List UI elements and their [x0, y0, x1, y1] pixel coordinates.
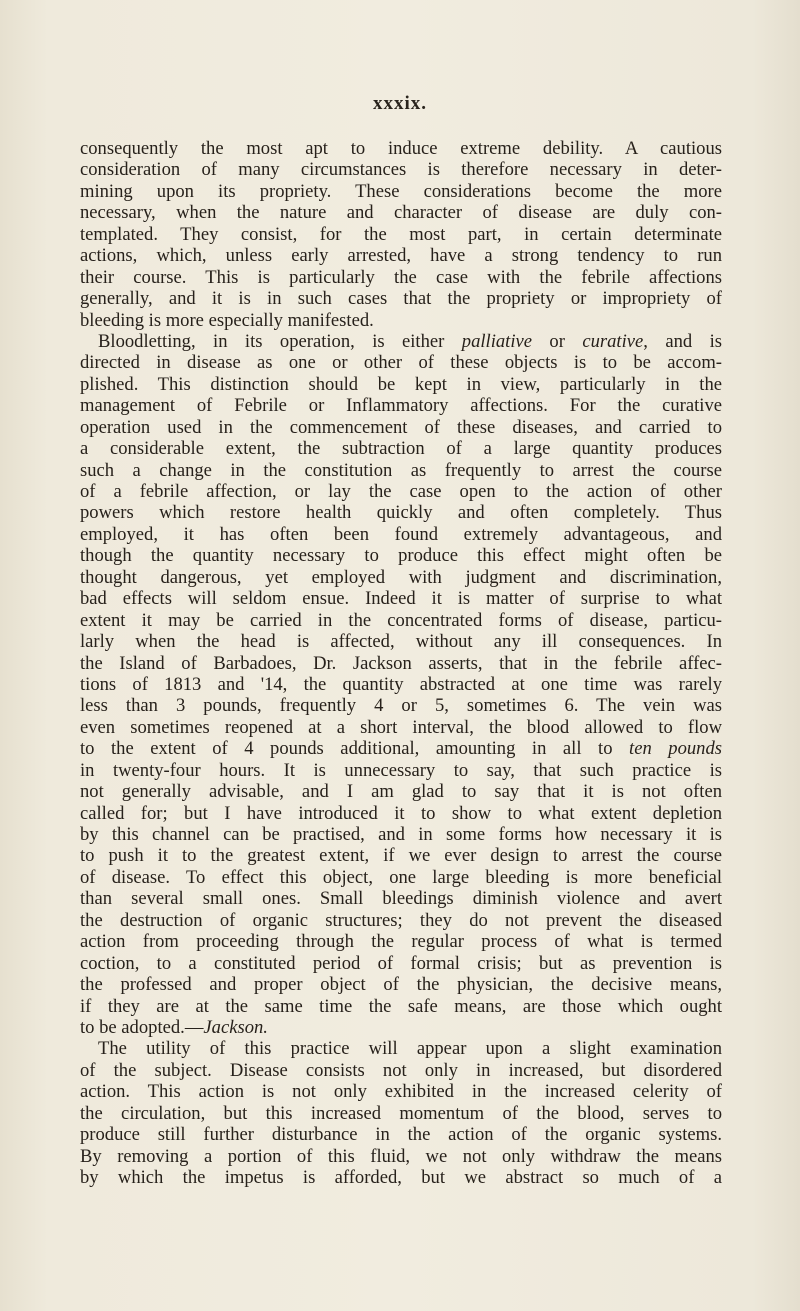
text-line: their course. This is particularly the case with the febrile affections: [80, 266, 722, 288]
text-segment: , and is: [643, 330, 722, 352]
text-line: to push it to the greatest extent, if we ever design to arrest the course: [80, 845, 722, 867]
text-line: thought dangerous, yet employed with judgment and discrimination,: [80, 566, 722, 588]
text-line: the circulation, but this increased momentum of the blood, serves to: [80, 1102, 722, 1124]
text-segment: Bloodletting, in its operation, is either: [98, 330, 462, 352]
text-segment: to the extent of 4 pounds additional, amounting in all to: [80, 738, 630, 760]
italic-text: Jackson.: [203, 1016, 268, 1038]
text-line: larly when the head is affected, without any ill consequences. In: [80, 631, 722, 653]
text-line: of the subject. Disease consists not only in increased, but disordered: [80, 1059, 722, 1081]
text-line: mining upon its propriety. These considerations become the more: [80, 180, 722, 202]
text-line: directed in disease as one or other of these objects is to be accom-: [80, 352, 722, 374]
italic-text: curative: [582, 330, 644, 352]
text-line: operation used in the commencement of these diseases, and carried to: [80, 416, 722, 438]
text-line: [80, 331, 722, 352]
text-line: consequently the most apt to induce extreme debility. A cautious: [80, 138, 722, 159]
text-line: in twenty-four hours. It is unnecessary to say, that such practice is: [80, 759, 722, 781]
text-line: the Island of Barbadoes, Dr. Jackson asserts, that in the febrile affec-: [80, 652, 722, 674]
text-line: necessary, when the nature and character of disease are duly con-: [80, 202, 722, 224]
text-line: not generally advisable, and I am glad to say that it is not often: [80, 781, 722, 803]
text-line: generally, and it is in such cases that the propriety or impropriety of: [80, 288, 722, 310]
text-line: produce still further disturbance in the action of the organic systems.: [80, 1124, 722, 1146]
text-line: such a change in the constitution as frequently to arrest the course: [80, 459, 722, 481]
text-line: by this channel can be practised, and in some forms how necessary it is: [80, 824, 722, 845]
text-line: bleeding is more especially manifested.: [80, 309, 374, 331]
text-line: coction, to a constituted period of formal crisis; but as prevention is: [80, 952, 722, 974]
body-text: [80, 138, 722, 1188]
text-line: than several small ones. Small bleedings diminish violence and avert: [80, 888, 722, 910]
text-line: of disease. To effect this object, one large bleeding is more beneficial: [80, 866, 722, 888]
text-line: powers which restore health quickly and often completely. Thus: [80, 502, 722, 524]
text-line: The utility of this practice will appear upon a slight examination: [98, 1038, 722, 1060]
text-line: extent it may be carried in the concentrated forms of disease, particu-: [80, 609, 722, 631]
text-line: of a febrile affection, or lay the case open to the action of other: [80, 481, 722, 502]
text-line: templated. They consist, for the most part, in certain determinate: [80, 223, 722, 245]
text-line: management of Febrile or Inflammatory affections. For the curative: [80, 395, 722, 417]
italic-text: palliative: [461, 330, 532, 352]
text-line: consideration of many circumstances is therefore necessary in deter-: [80, 159, 722, 181]
page-number: xxxix.: [372, 93, 428, 114]
text-segment: or: [532, 330, 583, 352]
text-line: [80, 738, 722, 759]
text-line: by which the impetus is afforded, but we abstract so much of a: [80, 1167, 722, 1188]
text-line: a considerable extent, the subtraction of a large quantity produces: [80, 438, 722, 460]
text-line: bad effects will seldom ensue. Indeed it is matter of surprise to what: [80, 588, 722, 610]
text-line: the destruction of organic structures; they do not prevent the diseased: [80, 909, 722, 931]
text-line: tions of 1813 and '14, the quantity abstracted at one time was rarely: [80, 673, 722, 695]
text-line: By removing a portion of this fluid, we not only withdraw the means: [80, 1145, 722, 1167]
text-line: though the quantity necessary to produce this effect might often be: [80, 545, 722, 567]
text-line: less than 3 pounds, frequently 4 or 5, sometimes 6. The vein was: [80, 695, 722, 717]
text-line: action. This action is not only exhibited in the increased celerity of: [80, 1081, 722, 1103]
text-line: the professed and proper object of the physician, the decisive means,: [80, 974, 722, 996]
text-line: even sometimes reopened at a short interval, the blood allowed to flow: [80, 716, 722, 738]
text-segment: to be adopted.—: [80, 1016, 204, 1038]
text-line: actions, which, unless early arrested, have a strong tendency to run: [80, 245, 722, 267]
text-line: called for; but I have introduced it to show to what extent depletion: [80, 802, 722, 824]
italic-text: ten pounds: [629, 738, 722, 760]
text-line: plished. This distinction should be kept in view, particularly in the: [80, 373, 722, 395]
text-line: action from proceeding through the regular process of what is termed: [80, 931, 722, 953]
text-line: [80, 1017, 722, 1038]
text-line: employed, it has often been found extremely advantageous, and: [80, 523, 722, 545]
text-line: if they are at the same time the safe means, are those which ought: [80, 995, 722, 1017]
